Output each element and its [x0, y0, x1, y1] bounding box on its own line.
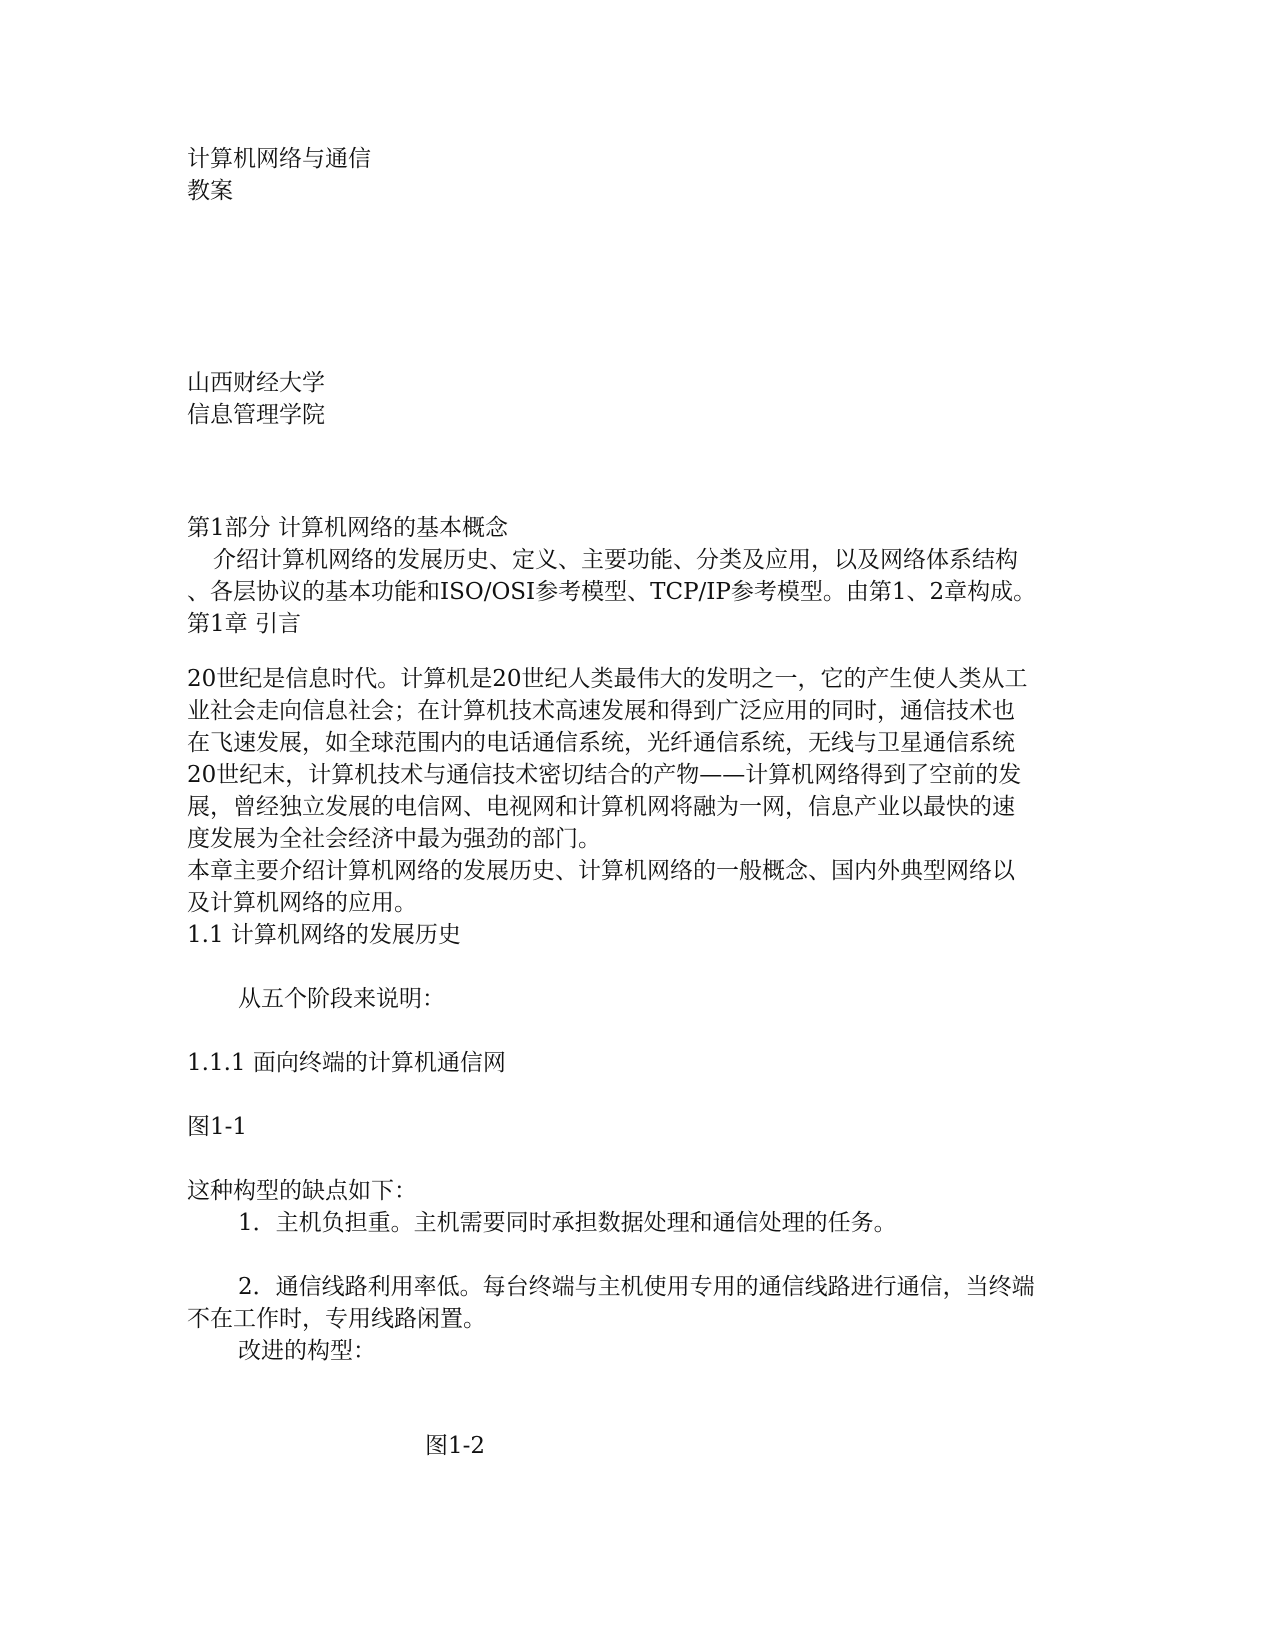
- list-item-continuation: 不在工作时，专用线路闲置。: [187, 1306, 486, 1332]
- list-item: 2．通信线路利用率低。每台终端与主机使用专用的通信线路进行通信，当终端: [238, 1274, 1035, 1300]
- paragraph-line: 20世纪末，计算机技术与通信技术密切结合的产物——计算机网络得到了空前的发: [187, 762, 1022, 788]
- part-intro-line: 、各层协议的基本功能和ISO/OSI参考模型、TCP/IP参考模型。由第1、2章构成。: [187, 579, 1037, 605]
- section-heading: 1.1 计算机网络的发展历史: [187, 922, 461, 948]
- paragraph-line: 度发展为全社会经济中最为强劲的部门。: [187, 826, 601, 852]
- figure-label: 图1-1: [187, 1114, 248, 1140]
- document-title: 计算机网络与通信: [187, 146, 371, 172]
- paragraph-line: 本章主要介绍计算机网络的发展历史、计算机网络的一般概念、国内外典型网络以: [187, 858, 1015, 884]
- list-item: 1．主机负担重。主机需要同时承担数据处理和通信处理的任务。: [238, 1210, 897, 1236]
- figure-label: 图1-2: [425, 1433, 486, 1459]
- subsection-heading: 1.1.1 面向终端的计算机通信网: [187, 1050, 506, 1076]
- chapter-heading: 第1章 引言: [187, 611, 301, 637]
- paragraph-line: 改进的构型：: [238, 1338, 376, 1364]
- university-name: 山西财经大学: [187, 370, 325, 396]
- paragraph-line: 从五个阶段来说明：: [238, 986, 445, 1012]
- part-intro-line: 介绍计算机网络的发展历史、定义、主要功能、分类及应用，以及网络体系结构: [213, 547, 1018, 573]
- paragraph-line: 20世纪是信息时代。计算机是20世纪人类最伟大的发明之一，它的产生使人类从工: [187, 666, 1028, 692]
- school-name: 信息管理学院: [187, 402, 325, 428]
- paragraph-line: 展，曾经独立发展的电信网、电视网和计算机网将融为一网，信息产业以最快的速: [187, 794, 1015, 820]
- paragraph-line: 及计算机网络的应用。: [187, 890, 417, 916]
- paragraph-line: 业社会走向信息社会；在计算机技术高速发展和得到广泛应用的同时，通信技术也: [187, 698, 1015, 724]
- part-heading: 第1部分 计算机网络的基本概念: [187, 515, 508, 541]
- document-subtitle: 教案: [187, 178, 233, 204]
- paragraph-line: 这种构型的缺点如下：: [187, 1178, 417, 1204]
- paragraph-line: 在飞速发展，如全球范围内的电话通信系统，光纤通信系统，无线与卫星通信系统: [187, 730, 1015, 756]
